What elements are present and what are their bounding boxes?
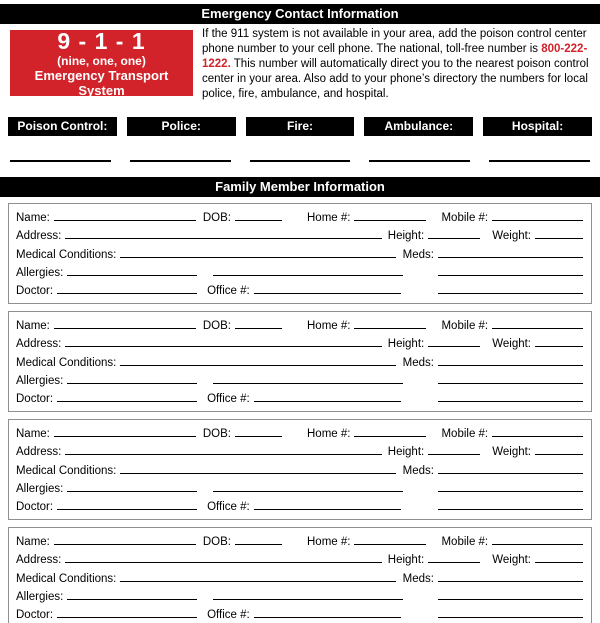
contact-label-poison-control: Poison Control:	[8, 117, 117, 136]
member-row-medical	[16, 356, 583, 369]
member-row-medical	[16, 572, 583, 585]
doctor-label: Doctor:	[16, 501, 54, 513]
meds-blank-line	[438, 248, 583, 258]
weight-blank-line	[535, 229, 583, 239]
doctor-label: Doctor:	[16, 285, 54, 297]
contact-label-police: Police:	[127, 117, 236, 136]
meds-label: Meds:	[402, 248, 434, 261]
height-blank-line	[428, 229, 480, 239]
meds-extra-blank-line-2	[438, 392, 583, 402]
home-phone-label: Home #:	[307, 428, 351, 440]
member-row-address	[16, 337, 583, 350]
office-phone-blank-line	[254, 500, 401, 510]
height-blank-line	[428, 337, 480, 347]
meds-extra-blank-line	[438, 374, 583, 384]
allergies-blank-line	[67, 590, 197, 600]
meds-label: Meds:	[402, 572, 434, 585]
member-row-medical	[16, 248, 583, 261]
medical-conditions-label: Medical Conditions:	[16, 356, 117, 369]
mobile-phone-blank-line	[492, 319, 583, 329]
meds-extra-blank-line-2	[438, 608, 583, 618]
home-phone-blank-line	[354, 211, 426, 221]
height-label: Height:	[387, 230, 425, 243]
emergency-number-words: (nine, one, one)	[57, 53, 146, 68]
medical-conditions-blank-line	[120, 572, 395, 582]
home-phone-label: Home #:	[307, 212, 351, 224]
meds-extra-blank-line-2	[438, 284, 583, 294]
doctor-label: Doctor:	[16, 393, 54, 405]
hospital-blank-line	[489, 160, 590, 162]
address-blank-line	[65, 337, 381, 347]
weight-label: Weight:	[492, 554, 531, 567]
member-row-name	[16, 319, 583, 332]
medical-conditions-blank-line	[120, 248, 395, 258]
intro-paragraph	[202, 27, 591, 102]
poison-control-blank-line	[10, 160, 111, 162]
mobile-phone-label: Mobile #:	[441, 428, 489, 440]
doctor-blank-line	[57, 608, 197, 618]
family-member-box	[8, 527, 592, 623]
member-row-medical	[16, 464, 583, 477]
address-blank-line	[65, 445, 381, 455]
contact-label-hospital: Hospital:	[483, 117, 592, 136]
dob-blank-line	[235, 211, 282, 221]
name-blank-line	[54, 211, 196, 221]
name-blank-line	[54, 319, 196, 329]
height-label: Height:	[387, 554, 425, 567]
medical-conditions-blank-line	[120, 464, 395, 474]
allergies-label: Allergies:	[16, 266, 64, 279]
address-label: Address:	[16, 446, 62, 459]
allergies-blank-line	[67, 482, 197, 492]
mobile-phone-label: Mobile #:	[441, 536, 489, 548]
contact-label-ambulance: Ambulance:	[364, 117, 473, 136]
emergency-system-label: Emergency Transport System	[34, 67, 169, 98]
member-row-allergies	[16, 482, 583, 495]
office-phone-blank-line	[254, 392, 401, 402]
member-row-doctor	[16, 392, 583, 405]
home-phone-label: Home #:	[307, 536, 351, 548]
poison-control-phone-number: 800-222-1222.	[202, 43, 588, 70]
meds-extra-blank-line	[438, 482, 583, 492]
contact-labels-row	[8, 117, 592, 136]
weight-label: Weight:	[492, 230, 531, 243]
allergies-label: Allergies:	[16, 482, 64, 495]
address-blank-line	[65, 229, 381, 239]
height-blank-line	[428, 445, 480, 455]
mobile-phone-label: Mobile #:	[441, 212, 489, 224]
weight-blank-line	[535, 445, 583, 455]
address-label: Address:	[16, 554, 62, 567]
contact-label-fire: Fire:	[246, 117, 355, 136]
home-phone-blank-line	[354, 535, 426, 545]
police-blank-line	[130, 160, 231, 162]
meds-blank-line	[438, 464, 583, 474]
allergies-blank-line	[67, 266, 197, 276]
meds-extra-blank-line	[438, 266, 583, 276]
address-label: Address:	[16, 338, 62, 351]
contact-blank-lines-row	[10, 160, 590, 162]
dob-label: DOB:	[202, 536, 231, 548]
medical-conditions-blank-line	[120, 356, 395, 366]
intro-text-after: This number will automatically direct you to the nearest poison control center in your area. Also add to your phone’s directory the numbers for local police, fire, ambulance, and hospital.	[202, 58, 589, 100]
allergies-extra-blank-line	[213, 266, 403, 276]
allergies-blank-line	[67, 374, 197, 384]
mobile-phone-label: Mobile #:	[441, 320, 489, 332]
emergency-header-bar: Emergency Contact Information	[0, 4, 600, 24]
member-row-allergies	[16, 266, 583, 279]
fire-blank-line	[250, 160, 351, 162]
mobile-phone-blank-line	[492, 211, 583, 221]
intro-section	[10, 27, 591, 102]
emergency-number: 9 - 1 - 1	[57, 27, 146, 54]
member-row-doctor	[16, 284, 583, 297]
height-label: Height:	[387, 446, 425, 459]
family-members-list	[8, 203, 592, 623]
family-member-box	[8, 311, 592, 412]
member-row-allergies	[16, 374, 583, 387]
home-phone-label: Home #:	[307, 320, 351, 332]
dob-label: DOB:	[202, 320, 231, 332]
member-row-address	[16, 229, 583, 242]
weight-label: Weight:	[492, 338, 531, 351]
meds-label: Meds:	[402, 464, 434, 477]
mobile-phone-blank-line	[492, 427, 583, 437]
meds-extra-blank-line-2	[438, 500, 583, 510]
name-blank-line	[54, 535, 196, 545]
address-label: Address:	[16, 230, 62, 243]
member-row-name	[16, 535, 583, 548]
office-phone-label: Office #:	[207, 609, 250, 621]
allergies-label: Allergies:	[16, 374, 64, 387]
medical-conditions-label: Medical Conditions:	[16, 572, 117, 585]
weight-blank-line	[535, 553, 583, 563]
name-label: Name:	[16, 428, 50, 440]
weight-label: Weight:	[492, 446, 531, 459]
member-row-name	[16, 427, 583, 440]
office-phone-blank-line	[254, 284, 401, 294]
allergies-extra-blank-line	[213, 590, 403, 600]
office-phone-blank-line	[254, 608, 401, 618]
allergies-extra-blank-line	[213, 482, 403, 492]
dob-label: DOB:	[202, 428, 231, 440]
doctor-blank-line	[57, 284, 197, 294]
height-label: Height:	[387, 338, 425, 351]
family-member-box	[8, 419, 592, 520]
member-row-doctor	[16, 500, 583, 513]
office-phone-label: Office #:	[207, 393, 250, 405]
medical-conditions-label: Medical Conditions:	[16, 464, 117, 477]
member-row-address	[16, 553, 583, 566]
doctor-blank-line	[57, 392, 197, 402]
dob-blank-line	[235, 427, 282, 437]
family-member-box	[8, 203, 592, 304]
name-blank-line	[54, 427, 196, 437]
allergies-label: Allergies:	[16, 590, 64, 603]
allergies-extra-blank-line	[213, 374, 403, 384]
office-phone-label: Office #:	[207, 285, 250, 297]
doctor-blank-line	[57, 500, 197, 510]
doctor-label: Doctor:	[16, 609, 54, 621]
mobile-phone-blank-line	[492, 535, 583, 545]
ambulance-blank-line	[369, 160, 470, 162]
medical-conditions-label: Medical Conditions:	[16, 248, 117, 261]
dob-blank-line	[235, 535, 282, 545]
weight-blank-line	[535, 337, 583, 347]
meds-blank-line	[438, 356, 583, 366]
address-blank-line	[65, 553, 381, 563]
meds-blank-line	[438, 572, 583, 582]
office-phone-label: Office #:	[207, 501, 250, 513]
family-section-bar: Family Member Information	[0, 177, 600, 197]
name-label: Name:	[16, 320, 50, 332]
home-phone-blank-line	[354, 319, 426, 329]
dob-blank-line	[235, 319, 282, 329]
member-row-name	[16, 211, 583, 224]
intro-text-before: If the 911 system is not available in your area, add the poison control center phone number to your cell phone. The national, toll-free number is	[202, 28, 587, 55]
name-label: Name:	[16, 536, 50, 548]
member-row-allergies	[16, 590, 583, 603]
emergency-911-box	[10, 27, 193, 98]
dob-label: DOB:	[202, 212, 231, 224]
name-label: Name:	[16, 212, 50, 224]
meds-label: Meds:	[402, 356, 434, 369]
member-row-doctor	[16, 608, 583, 621]
height-blank-line	[428, 553, 480, 563]
meds-extra-blank-line	[438, 590, 583, 600]
member-row-address	[16, 445, 583, 458]
home-phone-blank-line	[354, 427, 426, 437]
